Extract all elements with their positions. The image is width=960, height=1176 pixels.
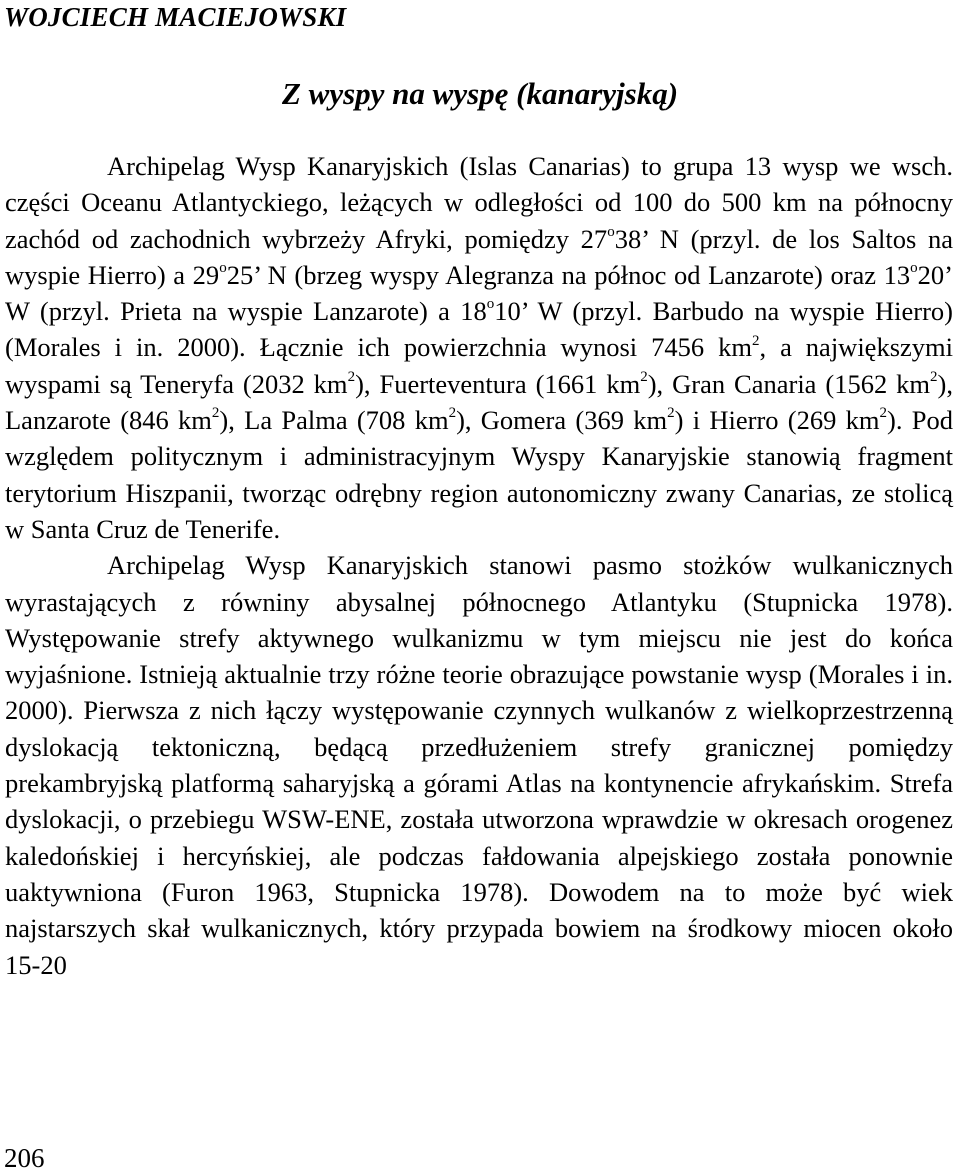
superscript-2: 2 xyxy=(930,368,938,385)
degree-mark: o xyxy=(486,296,495,313)
text-run: ), Fuerteventura (1661 km xyxy=(355,368,641,399)
text-run: ) i Hierro (269 km xyxy=(674,405,880,436)
text-run: 25’ N (brzeg wyspy Alegranza na północ od Lanzarote) oraz 13 xyxy=(226,259,911,290)
text-run: ), Gomera (369 km xyxy=(456,405,668,436)
text-run: 10’ W (przyl. Barbudo na wyspie Hierro) (Morales i in. 2000). Łącznie ich powierzchnia wynosi 7456 km xyxy=(5,296,953,363)
author-name: WOJCIECH MACIEJOWSKI xyxy=(4,2,347,32)
text-run: ), Lanzarote (846 km xyxy=(5,368,953,436)
article-body xyxy=(5,148,953,983)
superscript-2: 2 xyxy=(347,368,356,385)
superscript-2: 2 xyxy=(211,405,220,422)
superscript-2: 2 xyxy=(667,405,675,422)
text-run: 38’ N (przyl. de los Saltos na wyspie Hierro) a 29 xyxy=(5,223,953,290)
text-run: 20’ W (przyl. Prieta na wyspie Lanzarote) a 18 xyxy=(5,259,953,327)
superscript-2: 2 xyxy=(640,368,648,385)
degree-mark: o xyxy=(219,260,227,277)
degree-mark: o xyxy=(607,223,615,240)
superscript-2: 2 xyxy=(751,332,760,349)
degree-mark: o xyxy=(910,260,918,277)
page-number: 206 xyxy=(4,1143,45,1173)
text-run: Archipelag Wysp Kanaryjskich (Islas Canarias) to grupa 13 wysp we wsch. części Oceanu Atlantyckiego, leżących w odległości od 100 do 500 km na północny zachód od zachodnich wybrzeży Afryki, pomiędzy 27 xyxy=(5,151,953,254)
superscript-2: 2 xyxy=(448,405,457,422)
superscript-2: 2 xyxy=(879,405,888,422)
text-run: ), Gran Canaria (1562 km xyxy=(647,368,931,399)
text-run: ), La Palma (708 km xyxy=(219,405,449,436)
article-title: Z wyspy na wyspę (kanaryjską) xyxy=(281,76,679,111)
text-run: , a największymi wyspami są Teneryfa (2032 km xyxy=(5,332,953,399)
paragraph-2: Archipelag Wysp Kanaryjskich stanowi pasmo stożków wulkanicznych wyrastających z równiny abysalnej północnego Atlantyku (Stupnicka 1978). Występowanie strefy aktywnego wulkanizmu w tym miejscu nie jest do końca wyjaśnione. Istnieją aktualnie trzy różne teorie obrazujące powstanie wysp (Morales i in. 2000). Pierwsza z nich łączy występowanie czynnych wulkanów z wielkoprzestrzenną dyslokacją tektoniczną, będącą przedłużeniem strefy granicznej pomiędzy prekambryjską platformą saharyjską a górami Atlas na kontynencie afrykańskim. Strefa dyslokacji, o przebiegu WSW-ENE, została utworzona wprawdzie w okresach orogenez kaledońskiej i hercyńskiej, ale podczas fałdowania alpejskiego została ponownie uaktywniona (Furon 1963, Stupnicka 1978). Dowodem na to może być wiek najstarszych skał wulkanicznych, który przypada bowiem na środkowy miocen około 15-20 xyxy=(5,550,953,980)
text-run: ). Pod względem politycznym i administracyjnym Wyspy Kanaryjskie stanowią fragment terytorium Hiszpanii, tworząc odrębny region autonomiczny zwany Canarias, ze stolicą w Santa Cruz de Tenerife. xyxy=(5,405,953,544)
paragraph-1 xyxy=(5,148,953,547)
